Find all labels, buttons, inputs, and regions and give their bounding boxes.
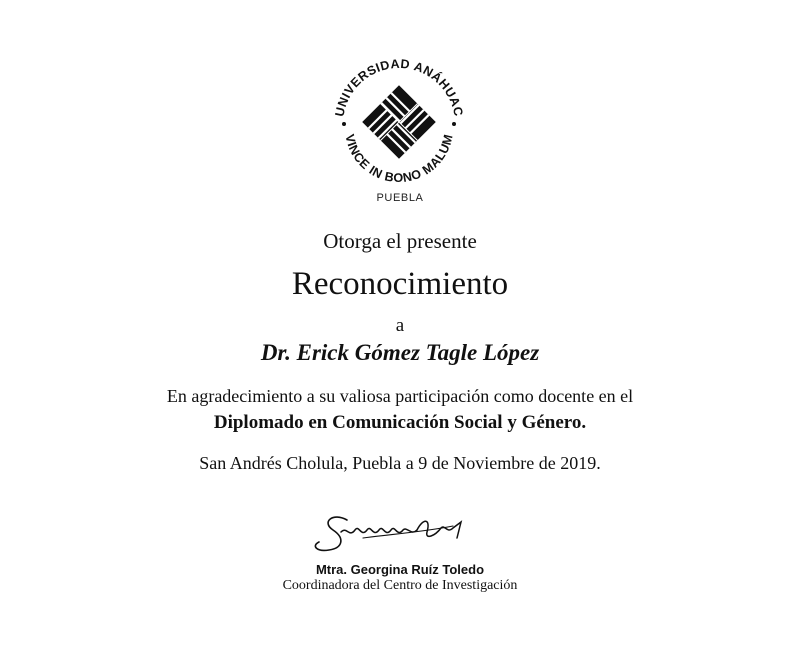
signature bbox=[303, 508, 473, 558]
svg-text:VINCE IN BONO MALUM: VINCE IN BONO MALUM bbox=[342, 132, 456, 186]
program-name: Diplomado en Comunicación Social y Género. bbox=[213, 412, 587, 433]
university-seal-logo bbox=[323, 48, 475, 200]
campus-name: PUEBLA bbox=[376, 192, 424, 204]
svg-text:UNIVERSIDAD ANÁHUAC: UNIVERSIDAD ANÁHUAC bbox=[332, 56, 466, 118]
to-word: a bbox=[395, 315, 405, 336]
reason-text: En agradecimiento a su valiosa participación como docente en el bbox=[166, 386, 634, 406]
grants-line: Otorga el presente bbox=[323, 229, 477, 253]
signatory-name: Mtra. Georgina Ruíz Toledo bbox=[315, 562, 485, 577]
certificate-title: Reconocimiento bbox=[291, 266, 509, 302]
place-and-date: San Andrés Cholula, Puebla a 9 de Noviembre de 2019. bbox=[199, 453, 601, 473]
recipient-name: Dr. Erick Gómez Tagle López bbox=[260, 340, 540, 365]
signatory-position: Coordinadora del Centro de Investigación bbox=[282, 578, 518, 593]
